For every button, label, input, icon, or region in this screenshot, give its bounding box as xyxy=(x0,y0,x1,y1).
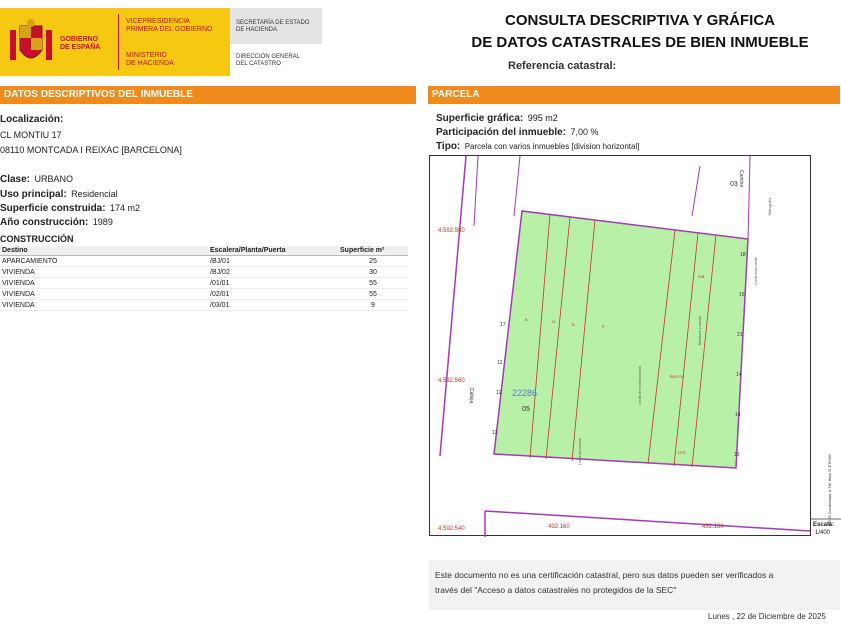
superficie-value: 174 m2 xyxy=(110,203,141,213)
block-boundary-line xyxy=(474,156,478,226)
svg-text:12: 12 xyxy=(497,360,503,366)
block-boundary-line xyxy=(440,156,466,456)
divider xyxy=(118,14,119,70)
col-destino: Destino xyxy=(0,246,208,256)
table-row xyxy=(0,278,408,289)
block-boundary-line xyxy=(692,166,700,216)
cell-escalera: /BJ/01 xyxy=(208,256,338,267)
table-row xyxy=(0,300,408,311)
svg-text:15: 15 xyxy=(734,452,740,458)
block-boundary-line xyxy=(514,156,520,216)
cell-destino: APARCAMIENTO xyxy=(0,256,208,267)
cell-destino: VIVIENDA xyxy=(0,289,208,300)
clase-value: URBANO xyxy=(34,174,73,184)
anio-value: 1989 xyxy=(92,217,113,227)
tipo-label: Tipo: xyxy=(436,141,461,152)
cell-superficie: 55 xyxy=(338,278,408,289)
page-title: CONSULTA DESCRIPTIVA Y GRÁFICA DE DATOS CATASTRALES DE BIEN INMUEBLE xyxy=(471,12,809,51)
uso-label: Uso principal: xyxy=(0,189,67,200)
legend-coord: ED 50 Coordenadas U.T.M. Huso 31 ETRS89 xyxy=(828,453,832,525)
parcel-sub-number: 05 xyxy=(522,406,530,413)
tipo-value: Parcela con varios inmuebles [division horizontal] xyxy=(464,142,640,151)
anio-label: Año construcción: xyxy=(0,217,89,228)
neighbor-parcel-number: 03 xyxy=(730,181,738,188)
svg-text:14: 14 xyxy=(736,372,742,378)
table-row xyxy=(0,256,408,267)
scale-label: Escala: xyxy=(813,522,835,528)
col-escalera: Escalera/Planta/Puerta xyxy=(208,246,338,256)
svg-text:12: 12 xyxy=(496,390,502,396)
coord-label: 4.592.560 xyxy=(438,378,465,384)
cadastral-map[interactable] xyxy=(429,155,840,536)
svg-text:14: 14 xyxy=(735,412,741,418)
document-date: Lunes , 22 de Diciembre de 2025 xyxy=(708,612,826,621)
coord-label: 4.592.580 xyxy=(438,228,465,234)
table-header-row xyxy=(0,246,408,256)
cell-escalera: /02/01 xyxy=(208,289,338,300)
coord-label: 4.592.540 xyxy=(438,526,465,532)
construction-table xyxy=(0,246,408,311)
svg-text:16: 16 xyxy=(739,292,745,298)
svg-text:P: P xyxy=(602,324,605,329)
svg-text:Hidrografía: Hidrografía xyxy=(768,197,772,215)
table-row xyxy=(0,289,408,300)
superficie-label: Superficie construida: xyxy=(0,203,106,214)
svg-text:Límite de construcciones: Límite de construcciones xyxy=(638,366,642,405)
svg-text:B: B xyxy=(572,322,575,327)
svg-text:17: 17 xyxy=(500,322,506,328)
construccion-title: CONSTRUCCIÓN xyxy=(0,234,74,244)
coord-label: 432.160 xyxy=(548,524,570,530)
cell-escalera: /BJ/02 xyxy=(208,267,338,278)
coat-of-arms-icon xyxy=(6,18,56,70)
svg-text:Límite zona verde: Límite zona verde xyxy=(754,257,758,285)
svg-text:Mobiliario y aceras: Mobiliario y aceras xyxy=(698,315,702,345)
direccion-label: DIRECCIÓN GENERAL DEL CATASTRO xyxy=(236,54,301,67)
map-canvas xyxy=(430,156,841,537)
block-boundary-line xyxy=(485,511,810,531)
section-header-descriptivos: DATOS DESCRIPTIVOS DEL INMUEBLE xyxy=(0,86,416,104)
cell-superficie: 55 xyxy=(338,289,408,300)
street-label: Calleja xyxy=(468,388,474,404)
disclaimer-box xyxy=(429,560,840,610)
svg-text:21: 21 xyxy=(737,332,743,338)
svg-text:B: B xyxy=(525,317,528,322)
svg-text:Límite de parcela: Límite de parcela xyxy=(578,438,582,465)
table-row xyxy=(0,267,408,278)
descriptive-data-panel xyxy=(0,106,408,606)
parcel-number: 22286 xyxy=(512,388,538,398)
sup-grafica-label: Superficie gráfica: xyxy=(436,113,524,124)
scale-value: 1/400 xyxy=(815,530,831,536)
gobierno-label: GOBIERNO DE ESPAÑA xyxy=(60,36,101,51)
ministerio-label: MINISTERIO DE HACIENDA xyxy=(126,52,174,67)
disclaimer-line: través del "Acceso a datos catastrales no protegidos de la SEC" xyxy=(435,585,677,595)
svg-text:LPS: LPS xyxy=(678,450,686,455)
svg-text:BUPCH: BUPCH xyxy=(670,374,685,379)
secretaria-label: SECRETARÍA DE ESTADO DE HACIENDA xyxy=(236,20,310,33)
tipo-row xyxy=(436,136,639,154)
cell-destino: VIVIENDA xyxy=(0,278,208,289)
col-superficie: Superficie m² xyxy=(338,246,408,256)
address-line-2: 08110 MONTCADA I REIXAC [BARCELONA] xyxy=(0,145,182,155)
government-logo-block xyxy=(0,8,322,76)
cell-destino: VIVIENDA xyxy=(0,300,208,311)
coord-label: 432.180 xyxy=(702,524,724,530)
sup-grafica-value: 995 m2 xyxy=(527,113,558,123)
address-line-1: CL MONTIU 17 xyxy=(0,130,62,140)
vicepresidencia-label: VICEPRESIDENCIA PRIMERA DEL GOBIERNO xyxy=(126,18,213,33)
cell-superficie: 30 xyxy=(338,267,408,278)
localizacion-label: Localización: xyxy=(0,114,64,125)
svg-text:18: 18 xyxy=(740,252,746,258)
cell-superficie: 25 xyxy=(338,256,408,267)
cell-escalera: /03/01 xyxy=(208,300,338,311)
anio-row xyxy=(0,212,113,230)
svg-text:A/B: A/B xyxy=(698,274,705,279)
street-label: Camino xyxy=(738,170,744,188)
participacion-label: Participación del inmueble: xyxy=(436,127,567,138)
svg-text:IV: IV xyxy=(552,319,556,324)
participacion-value: 7,00 % xyxy=(570,127,599,137)
disclaimer-line: Este documento no es una certificación catastral, pero sus datos pueden ser verificados a xyxy=(435,570,774,580)
referencia-label: Referencia catastral: xyxy=(508,60,617,72)
cell-superficie: 9 xyxy=(338,300,408,311)
cell-destino: VIVIENDA xyxy=(0,267,208,278)
uso-value: Residencial xyxy=(71,189,118,199)
block-boundary-line xyxy=(748,156,750,241)
section-header-parcela: PARCELA xyxy=(428,86,840,104)
svg-text:13: 13 xyxy=(492,430,498,436)
cell-escalera: /01/01 xyxy=(208,278,338,289)
clase-label: Clase: xyxy=(0,174,31,185)
